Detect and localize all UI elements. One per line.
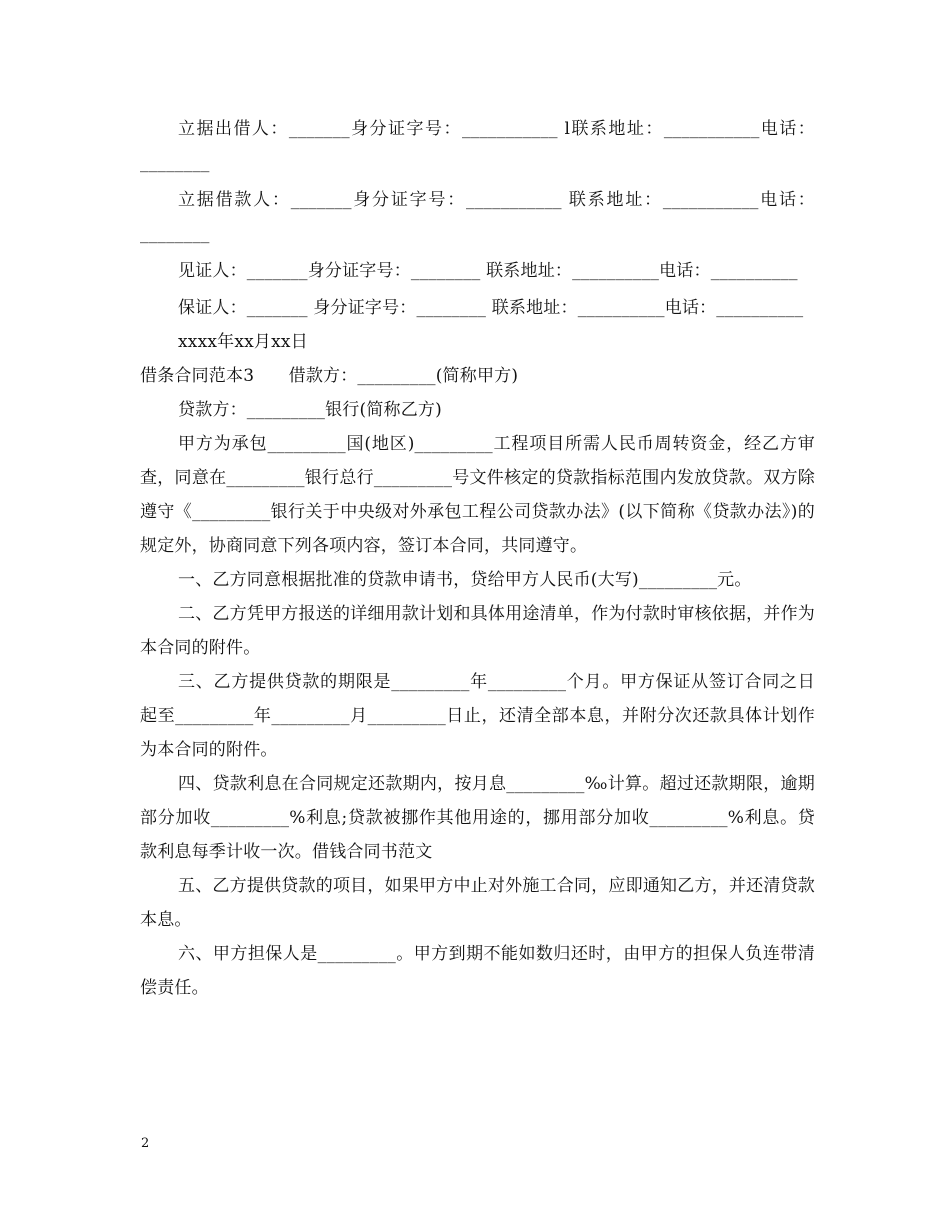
clause-3: 三、乙方提供贷款的期限是_________年_________个月。甲方保证从签订合同之日起至_________年_________月_________日止，还清全部本息，并附分次还款具体计划作为本合同的附件。 [140,672,815,760]
guarantor-info-line: 保证人：_______ 身分证字号：________ 联系地址：__________电话：__________ [178,298,804,318]
date-line: xxxx年xx月xx日 [178,332,308,352]
document-body [140,112,815,1005]
witness-info-line: 见证人：_______身分证字号：________ 联系地址：__________电话：__________ [178,261,798,281]
clause-4: 四、贷款利息在合同规定还款期内，按月息_________‰计算。超过还款期限，逾期部分加收_________%利息;贷款被挪作其他用途的，挪用部分加收_________%利息。贷款利息每季计收一次。借钱合同书范文 [140,774,815,862]
clause-6: 六、甲方担保人是_________。甲方到期不能如数归还时，由甲方的担保人负连带清偿责任。 [140,944,815,998]
clause-1: 一、乙方同意根据批准的贷款申请书，贷给甲方人民币(大写)_________元。 [178,570,752,590]
preamble-paragraph: 甲方为承包_________国(地区)_________工程项目所需人民币周转资金，经乙方审查，同意在_________银行总行_________号文件核定的贷款指标范围内发放贷款。双方除遵守《_________银行关于中央级对外承包工程公司贷款办法》(以下简称《贷款办法》)的规定外，协商同意下列各项内容，签订本合同，共同遵守。 [140,434,815,556]
clause-2: 二、乙方凭甲方报送的详细用款计划和具体用途清单，作为付款时审核依据，并作为本合同的附件。 [140,604,815,658]
lender-info-line: 立据出借人：_______身分证字号：___________ l联系地址：___________电话：________ [140,119,815,173]
clause-5: 五、乙方提供贷款的项目，如果甲方中止对外施工合同，应即通知乙方，并还清贷款本息。 [140,876,815,930]
page-number: 2 [141,1136,150,1151]
contract-title-borrower-line: 借条合同范本3 借款方：_________(简称甲方) [140,366,519,386]
lender-bank-line: 贷款方：_________银行(简称乙方) [178,400,442,420]
borrower-info-line: 立据借款人：_______身分证字号：___________ 联系地址：___________电话：________ [140,190,815,244]
